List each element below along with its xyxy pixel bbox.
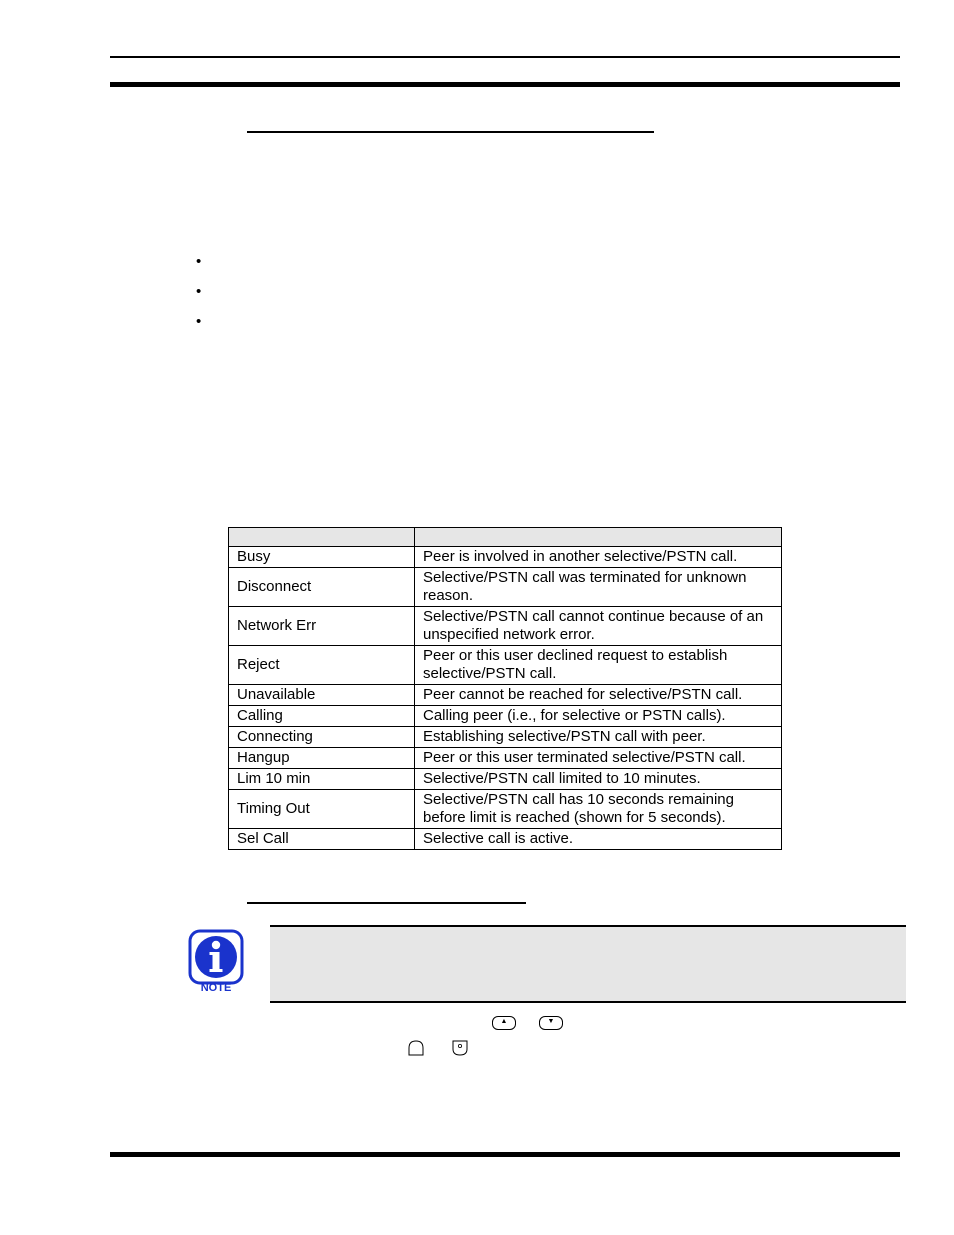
footer-thick-rule (110, 1152, 900, 1157)
bullet-3: • (196, 313, 202, 330)
note-icon (188, 929, 244, 995)
table-row (229, 769, 782, 790)
table-row (229, 829, 782, 850)
table-header-cell (415, 528, 782, 547)
description-cell: Establishing selective/PSTN call with peer. (415, 727, 782, 748)
table-row (229, 547, 782, 568)
information-icon (188, 929, 244, 985)
status-cell: Timing Out (229, 790, 415, 829)
subsection-heading-underline (247, 902, 526, 904)
status-cell: Busy (229, 547, 415, 568)
table-row (229, 607, 782, 646)
description-cell: Peer is involved in another selective/PSTN call. (415, 547, 782, 568)
up-arrow-glyph: ▲ (500, 1018, 508, 1025)
down-arrow-key-icon (539, 1016, 563, 1030)
status-cell: Disconnect (229, 568, 415, 607)
description-cell: Peer or this user terminated selective/PSTN call. (415, 748, 782, 769)
description-cell: Peer or this user declined request to establish selective/PSTN call. (415, 646, 782, 685)
description-cell: Selective/PSTN call limited to 10 minutes. (415, 769, 782, 790)
status-cell: Calling (229, 706, 415, 727)
table-row (229, 646, 782, 685)
status-cell: Network Err (229, 607, 415, 646)
status-cell: Reject (229, 646, 415, 685)
status-cell: Lim 10 min (229, 769, 415, 790)
description-cell: Selective/PSTN call cannot continue because of an unspecified network error. (415, 607, 782, 646)
status-cell: Connecting (229, 727, 415, 748)
description-cell: Selective/PSTN call was terminated for unknown reason. (415, 568, 782, 607)
description-cell: Selective call is active. (415, 829, 782, 850)
note-label: NOTE (200, 982, 232, 994)
status-cell: Sel Call (229, 829, 415, 850)
description-cell: Calling peer (i.e., for selective or PSTN calls). (415, 706, 782, 727)
table-row (229, 748, 782, 769)
table-row (229, 727, 782, 748)
table-header-cell (229, 528, 415, 547)
description-cell: Selective/PSTN call has 10 seconds remaining before limit is reached (shown for 5 seconds). (415, 790, 782, 829)
bullet-1: • (196, 253, 202, 270)
option-key-icon (452, 1040, 468, 1061)
bullet-2: • (196, 283, 202, 300)
status-cell: Unavailable (229, 685, 415, 706)
status-cell: Hangup (229, 748, 415, 769)
header-thin-rule (110, 56, 900, 58)
description-cell: Peer cannot be reached for selective/PSTN call. (415, 685, 782, 706)
header-thick-rule (110, 82, 900, 87)
table-row (229, 790, 782, 829)
table-header-row (229, 528, 782, 547)
up-arrow-key-icon (492, 1016, 516, 1030)
table-row (229, 685, 782, 706)
call-status-table (228, 527, 782, 850)
section-heading-underline (247, 131, 654, 133)
table-row (229, 706, 782, 727)
note-box (270, 925, 906, 1003)
table-row (229, 568, 782, 607)
down-arrow-glyph: ▼ (547, 1018, 555, 1025)
blank-key-icon (408, 1040, 424, 1061)
